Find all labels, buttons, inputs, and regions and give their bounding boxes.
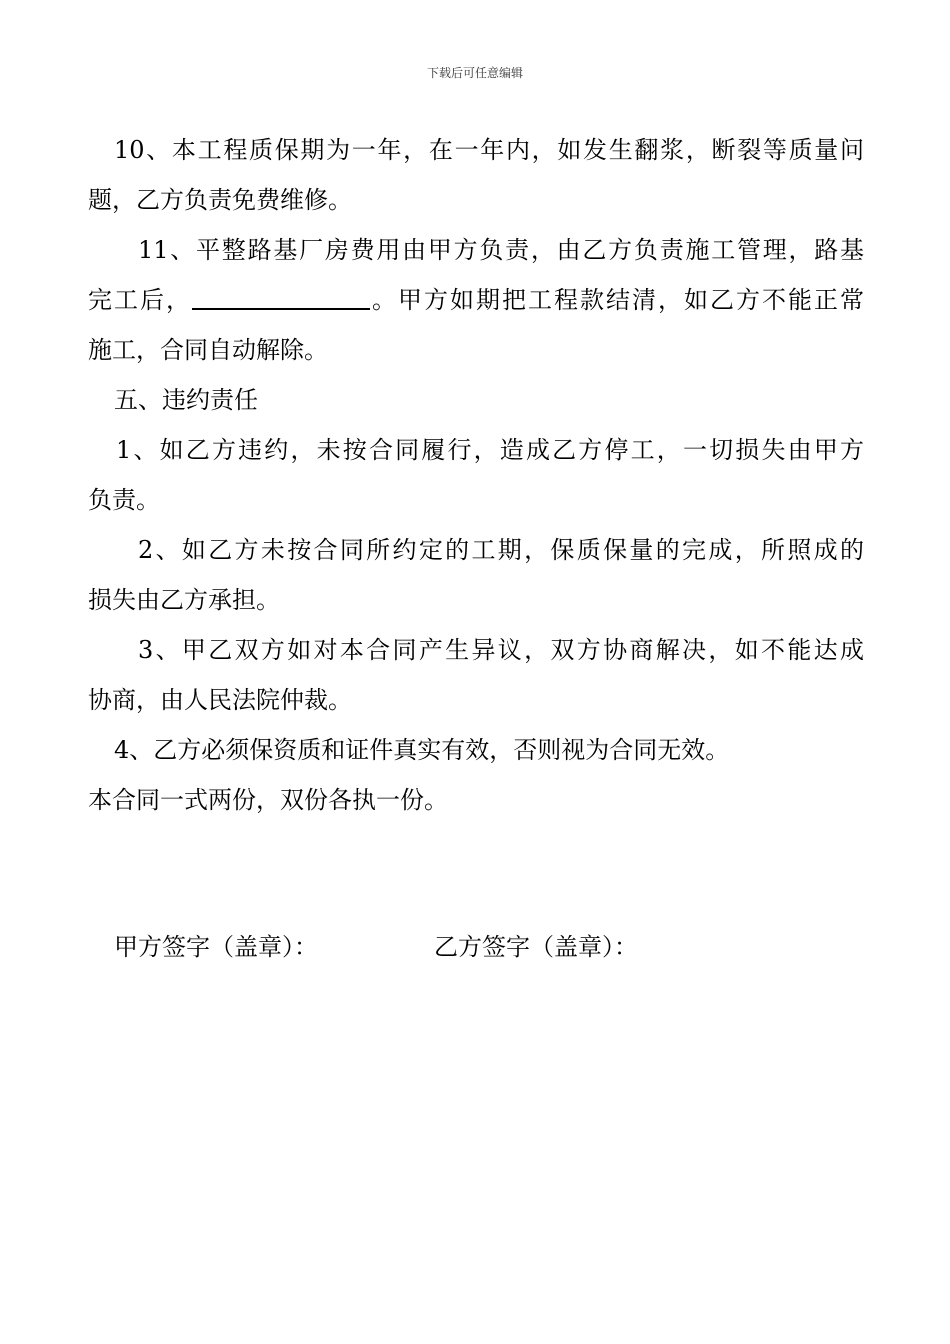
- contract-body: [88, 128, 864, 828]
- liability-item-2-line-2: 损失由乙方承担。: [88, 586, 280, 614]
- liability-item-1-line-2: 负责。: [88, 486, 160, 514]
- liability-item-2-line-1: 2、如乙方未按合同所约定的工期，保质保量的完成，所照成的: [138, 536, 864, 564]
- liability-item-3-line-2: 协商，由人民法院仲裁。: [88, 686, 352, 714]
- liability-item-1-line-1: 1、如乙方违约，未按合同履行，造成乙方停工，一切损失由甲方: [116, 436, 864, 464]
- page-header: 下载后可任意编辑: [426, 66, 523, 80]
- liability-item-3-line-1: 3、甲乙双方如对本合同产生异议，双方协商解决，如不能达成: [138, 636, 864, 664]
- party-a-signature-label: 甲方签字（盖章）：: [114, 933, 318, 961]
- clause-10-line-2: 题，乙方负责免费维修。: [88, 186, 352, 214]
- fill-in-blank: [192, 280, 370, 310]
- party-b-signature-label: 乙方签字（盖章）：: [434, 933, 638, 961]
- signature-block: [114, 925, 638, 969]
- section-5-title: 五、违约责任: [114, 386, 258, 414]
- closing-statement: 本合同一式两份，双份各执一份。: [88, 786, 448, 814]
- clause-11-line-3: 施工，合同自动解除。: [88, 336, 328, 364]
- clause-11-line-1: 11、平整路基厂房费用由甲方负责，由乙方负责施工管理，路基: [138, 236, 864, 264]
- liability-item-4: 4、乙方必须保资质和证件真实有效，否则视为合同无效。: [114, 736, 730, 764]
- clause-11-text-after-blank: 。甲方如期把工程款结清，如乙方不能正常: [370, 286, 864, 314]
- clause-10-line-1: 10、本工程质保期为一年，在一年内，如发生翻浆，断裂等质量问: [114, 136, 864, 164]
- clause-11-text-before-blank: 完工后，: [88, 286, 192, 314]
- clause-11-line-2: [88, 278, 864, 328]
